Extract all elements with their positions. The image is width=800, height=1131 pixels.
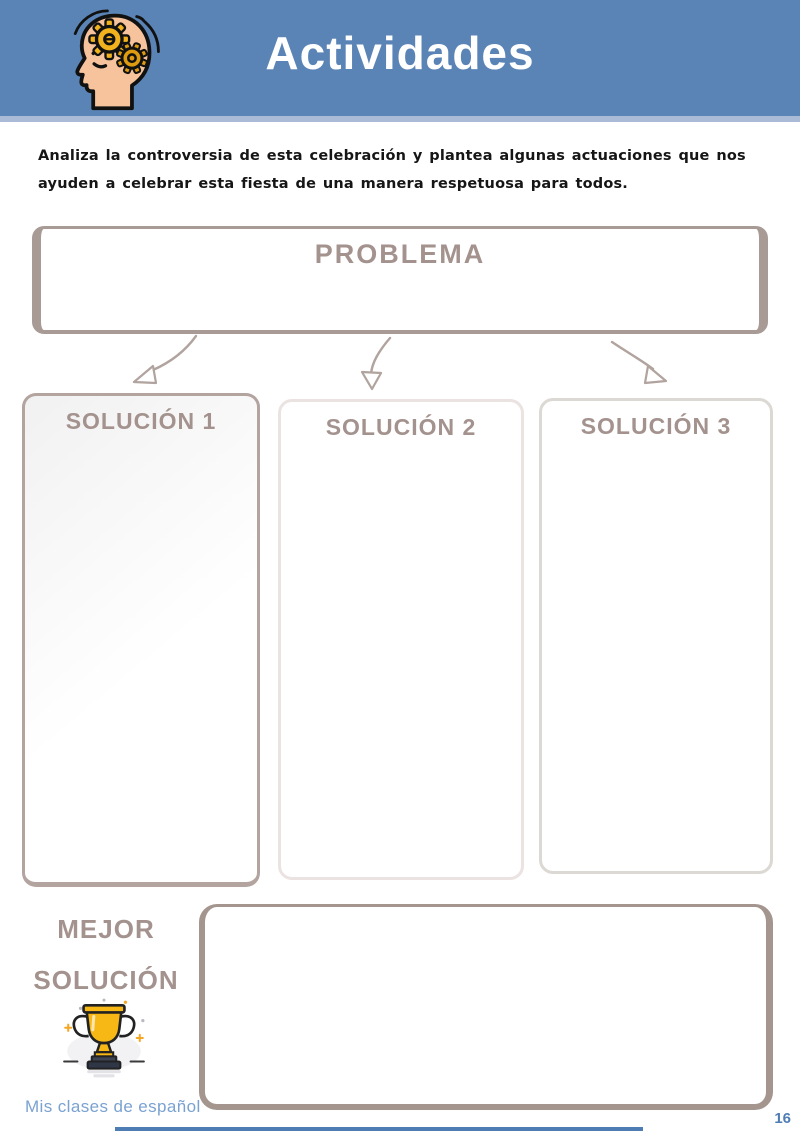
header-banner	[0, 0, 800, 122]
solution-3-input-area[interactable]	[542, 440, 770, 860]
instructions-text: Analiza la controversia de esta celebración y plantea algunas actuaciones que nos ayuden a celebrar esta fiesta de una manera respetuosa para todos.	[38, 148, 746, 193]
problem-box-title: PROBLEMA	[314, 239, 486, 269]
solution-2-input-area[interactable]	[281, 441, 521, 861]
problem-box	[32, 226, 768, 334]
trophy-icon	[58, 998, 150, 1080]
solution-3-title: SOLUCIÓN 3	[580, 413, 732, 439]
solution-box-2	[278, 399, 524, 880]
footer-brand: Mis clases de español	[25, 1097, 201, 1116]
page-number: 16	[774, 1110, 791, 1127]
solution-box-3	[539, 398, 773, 874]
solution-1-title: SOLUCIÓN 1	[65, 408, 217, 434]
problem-input-area[interactable]	[41, 270, 759, 322]
page-title: Actividades	[265, 27, 535, 79]
flow-arrows	[0, 330, 800, 396]
best-solution-label-line1: MEJOR	[57, 914, 155, 944]
solution-1-input-area[interactable]	[25, 435, 257, 855]
solution-box-1	[22, 393, 260, 887]
best-solution-label-line2: SOLUCIÓN	[33, 965, 179, 995]
best-solution-box[interactable]	[199, 904, 773, 1110]
bottom-accent-bar	[115, 1127, 643, 1131]
solution-2-title: SOLUCIÓN 2	[325, 414, 477, 440]
best-solution-label	[28, 914, 184, 996]
